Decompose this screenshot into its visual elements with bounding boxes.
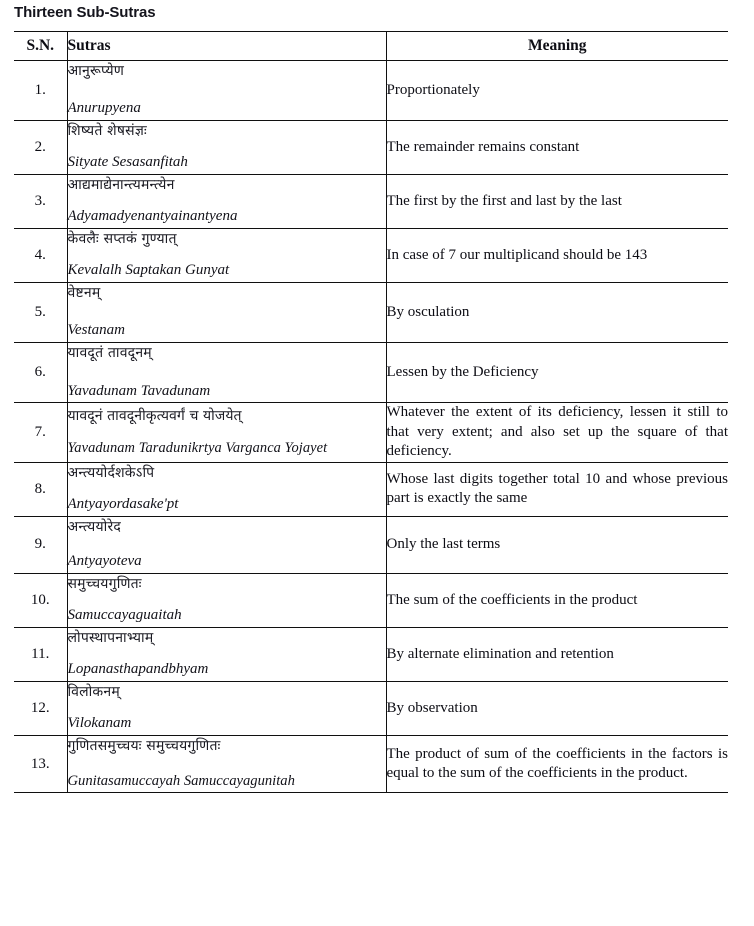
sutra-devanagari: गुणितसमुच्चयः समुच्चयगुणितः bbox=[67, 738, 221, 755]
cell-serial-number: 9. bbox=[14, 516, 67, 573]
table-row bbox=[14, 283, 728, 343]
cell-sutra bbox=[67, 283, 386, 343]
page-title: Thirteen Sub-Sutras bbox=[14, 4, 156, 21]
sutra-devanagari: शिष्यते शेषसंज्ञः bbox=[67, 123, 147, 140]
cell-meaning: Whatever the extent of its deficiency, lessen it still to that very extent; and also set up the square of that deficiency. bbox=[386, 403, 728, 463]
sutra-devanagari: यावदूनं तावदूनीकृत्यवर्गं च योजयेत् bbox=[67, 408, 242, 425]
table-row bbox=[14, 343, 728, 403]
cell-meaning: By observation bbox=[386, 681, 728, 735]
cell-sutra bbox=[67, 736, 386, 793]
table-row bbox=[14, 627, 728, 681]
cell-meaning: Lessen by the Deficiency bbox=[386, 343, 728, 403]
table-row bbox=[14, 573, 728, 627]
cell-meaning: In case of 7 our multiplicand should be 143 bbox=[386, 229, 728, 283]
cell-serial-number: 12. bbox=[14, 681, 67, 735]
cell-serial-number: 6. bbox=[14, 343, 67, 403]
cell-sutra bbox=[67, 403, 386, 463]
sutra-transliteration: Anurupyena bbox=[67, 100, 141, 117]
sutra-devanagari: वेष्टनम् bbox=[67, 285, 101, 302]
sutra-devanagari: आनुरूप्येण bbox=[67, 63, 125, 79]
sutra-transliteration: Sityate Sesasanfitah bbox=[67, 154, 188, 171]
cell-serial-number: 8. bbox=[14, 462, 67, 516]
table-row bbox=[14, 121, 728, 175]
cell-serial-number: 4. bbox=[14, 229, 67, 283]
sutra-transliteration: Lopanasthapandbhyam bbox=[67, 661, 209, 678]
column-header-sn: S.N. bbox=[14, 32, 67, 61]
sutra-devanagari: समुच्चयगुणितः bbox=[67, 575, 142, 592]
cell-serial-number: 1. bbox=[14, 61, 67, 121]
cell-meaning: The remainder remains constant bbox=[386, 121, 728, 175]
table-row bbox=[14, 229, 728, 283]
cell-meaning: The product of sum of the coefficients in the factors is equal to the sum of the coefficients in the product. bbox=[386, 736, 728, 793]
cell-serial-number: 2. bbox=[14, 121, 67, 175]
table-row bbox=[14, 516, 728, 573]
sutra-devanagari: विलोकनम् bbox=[67, 683, 120, 700]
table-header-row bbox=[14, 32, 728, 61]
sutra-devanagari: यावदूतं तावदूनम् bbox=[67, 345, 152, 362]
cell-sutra bbox=[67, 516, 386, 573]
cell-sutra bbox=[67, 627, 386, 681]
sutra-devanagari: लोपस्थापनाभ्याम् bbox=[67, 629, 154, 646]
sutra-transliteration: Vilokanam bbox=[67, 715, 132, 732]
cell-sutra bbox=[67, 229, 386, 283]
cell-serial-number: 11. bbox=[14, 627, 67, 681]
sutra-transliteration: Antyayoteva bbox=[67, 553, 142, 570]
table-body bbox=[14, 61, 728, 793]
sutra-transliteration: Yavadunam Taradunikrtya Varganca Yojayet bbox=[67, 439, 328, 456]
sutra-transliteration: Adyamadyenantyainantyena bbox=[67, 208, 238, 225]
cell-sutra bbox=[67, 61, 386, 121]
cell-meaning: Whose last digits together total 10 and whose previous part is exactly the same bbox=[386, 462, 728, 516]
sutra-devanagari: अन्त्ययोरेद bbox=[67, 518, 122, 535]
sutra-transliteration: Antyayordasake'pt bbox=[67, 496, 179, 513]
cell-sutra bbox=[67, 121, 386, 175]
cell-meaning: By alternate elimination and retention bbox=[386, 627, 728, 681]
column-header-meaning: Meaning bbox=[386, 32, 728, 61]
cell-meaning: Only the last terms bbox=[386, 516, 728, 573]
cell-sutra bbox=[67, 681, 386, 735]
sutra-transliteration: Samuccayaguaitah bbox=[67, 607, 182, 624]
table-row bbox=[14, 462, 728, 516]
cell-sutra bbox=[67, 462, 386, 516]
sutra-transliteration: Yavadunam Tavadunam bbox=[67, 382, 211, 399]
cell-meaning: The first by the first and last by the last bbox=[386, 175, 728, 229]
cell-meaning: The sum of the coefficients in the product bbox=[386, 573, 728, 627]
cell-sutra bbox=[67, 175, 386, 229]
cell-serial-number: 10. bbox=[14, 573, 67, 627]
table-row bbox=[14, 61, 728, 121]
sutra-transliteration: Vestanam bbox=[67, 322, 125, 339]
sutra-transliteration: Gunitasamuccayah Samuccayagunitah bbox=[67, 773, 295, 790]
column-header-sutras: Sutras bbox=[67, 32, 386, 61]
thirteen-sub-sutras-table bbox=[14, 31, 728, 793]
cell-sutra bbox=[67, 343, 386, 403]
table-row bbox=[14, 403, 728, 463]
cell-serial-number: 7. bbox=[14, 403, 67, 463]
table-row bbox=[14, 736, 728, 793]
table-row bbox=[14, 681, 728, 735]
cell-serial-number: 3. bbox=[14, 175, 67, 229]
cell-meaning: Proportionately bbox=[386, 61, 728, 121]
sutra-devanagari: केवलैः सप्तकं गुण्यात् bbox=[67, 231, 177, 248]
sutra-devanagari: आद्यमाद्येनान्त्यमन्त्येन bbox=[67, 177, 175, 194]
table-header bbox=[14, 32, 728, 61]
cell-meaning: By osculation bbox=[386, 283, 728, 343]
cell-serial-number: 5. bbox=[14, 283, 67, 343]
sutra-transliteration: Kevalalh Saptakan Gunyat bbox=[67, 262, 230, 279]
sutra-table-container bbox=[14, 31, 728, 793]
cell-serial-number: 13. bbox=[14, 736, 67, 793]
table-row bbox=[14, 175, 728, 229]
cell-sutra bbox=[67, 573, 386, 627]
sutra-devanagari: अन्त्ययोर्दशकेऽपि bbox=[67, 464, 155, 481]
